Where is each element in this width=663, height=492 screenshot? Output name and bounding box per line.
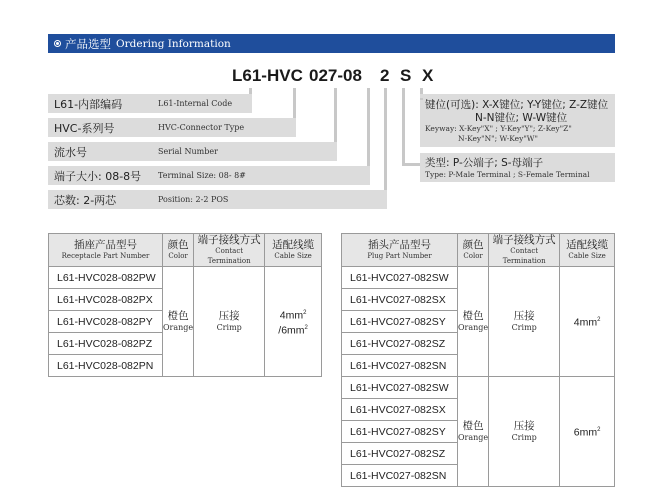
label-row-terminal-size [48, 166, 370, 185]
color-cell [458, 267, 489, 377]
header-title-cn: 产品选型 [65, 36, 111, 51]
cable-value-2 [265, 322, 321, 337]
type-box [420, 153, 615, 182]
receptacle-table [48, 233, 322, 377]
term-en: Crimp [216, 323, 242, 332]
part-number: L61-HVC027-082SZ [342, 333, 458, 355]
header-en: Color [168, 252, 188, 260]
part-number: L61-HVC027-082SX [342, 289, 458, 311]
label-row-internal-code [48, 94, 252, 113]
label-cn: 芯数: 2-两芯 [54, 193, 117, 207]
part-number: L61-HVC028-082PZ [49, 333, 163, 355]
code-part-position: 2 [380, 66, 390, 85]
keyway-line1: 键位(可选): X-X键位; Y-Y键位; Z-Z键位 [425, 99, 609, 111]
header-en: Contact Termination [207, 247, 251, 265]
header-en: Cable Size [274, 252, 312, 260]
keyway-box [420, 94, 615, 147]
cable-sup: 2 [304, 324, 308, 331]
label-cn: HVC-系列号 [54, 121, 115, 135]
header-part-number [342, 234, 458, 267]
label-cn: 端子大小: 08-8号 [54, 169, 142, 183]
plug-table [341, 233, 615, 487]
table-row [342, 377, 615, 399]
term-cn: 压接 [218, 310, 240, 322]
header-en: Contact Termination [502, 247, 546, 265]
cable-text: 4mm [279, 309, 304, 322]
termination-cell [194, 267, 265, 377]
header-en: Cable Size [568, 252, 606, 260]
color-en: Orange [163, 323, 194, 332]
term-en: Crimp [511, 433, 537, 442]
part-number: L61-HVC028-082PN [49, 355, 163, 377]
bullet-icon [54, 40, 61, 47]
table-header-row [342, 234, 615, 267]
part-number: L61-HVC027-082SN [342, 465, 458, 487]
color-cell [163, 267, 194, 377]
keyway-en1: Keyway: X-Key"X" ; Y-Key"Y"; Z-Key"Z" [425, 124, 572, 133]
cable-value [560, 424, 614, 439]
connector-line [384, 88, 387, 200]
label-en: Position: 2-2 POS [158, 195, 229, 204]
color-en: Orange [458, 433, 489, 442]
header-cn: 插头产品型号 [368, 239, 431, 251]
label-en: HVC-Connector Type [158, 123, 245, 132]
keyway-en2: N-Key"N"; W-Key"W" [458, 134, 538, 143]
header-part-number [49, 234, 163, 267]
color-cell [458, 377, 489, 487]
cable-text: 6mm [573, 426, 598, 439]
header-color [458, 234, 489, 267]
header-cn: 颜色 [462, 239, 484, 251]
code-part-type: S [400, 66, 412, 85]
connector-line [367, 88, 370, 176]
table-header-row [49, 234, 322, 267]
term-cn: 压接 [513, 420, 535, 432]
cable-text: 4mm [573, 316, 598, 329]
color-cn: 橙色 [462, 310, 484, 322]
cable-sup: 2 [597, 317, 601, 324]
part-number: L61-HVC027-082SY [342, 311, 458, 333]
header-en: Receptacle Part Number [61, 252, 150, 260]
table-row [49, 267, 322, 289]
label-cn: L61-内部编码 [54, 97, 123, 111]
code-part-prefix: L61-HVC [232, 66, 303, 85]
header-cn: 插座产品型号 [74, 239, 137, 251]
part-number: L61-HVC027-082SY [342, 421, 458, 443]
part-number: L61-HVC028-082PY [49, 311, 163, 333]
label-en: Terminal Size: 08- 8# [158, 171, 246, 180]
type-en: Type: P-Male Terminal ; S-Female Terminal [425, 170, 590, 179]
header-termination [489, 234, 560, 267]
cable-value-1 [265, 307, 321, 322]
color-cn: 橙色 [167, 310, 189, 322]
label-row-serial [48, 142, 337, 161]
cable-value [560, 314, 614, 329]
header-en: Color [463, 252, 483, 260]
label-en: L61-Internal Code [158, 99, 233, 108]
part-number: L61-HVC027-082SW [342, 267, 458, 289]
label-row-position [48, 190, 387, 209]
term-en: Crimp [511, 323, 537, 332]
part-number: L61-HVC027-082SX [342, 399, 458, 421]
cable-sup: 2 [597, 427, 601, 434]
part-number: L61-HVC027-082SW [342, 377, 458, 399]
header-en: Plug Part Number [367, 252, 432, 260]
type-cn: 类型: P-公端子; S-母端子 [425, 157, 544, 169]
cable-cell [560, 377, 615, 487]
termination-cell [489, 267, 560, 377]
cable-text: /6mm [278, 324, 305, 336]
header-termination [194, 234, 265, 267]
header-cn: 颜色 [167, 239, 189, 251]
header-cable [560, 234, 615, 267]
connector-line [420, 98, 423, 100]
code-part-serial: 027-08 [309, 66, 362, 85]
part-number: L61-HVC027-082SN [342, 355, 458, 377]
term-cn: 压接 [513, 310, 535, 322]
label-en: Serial Number [158, 147, 218, 156]
header-cn: 端子接线方式 [197, 234, 261, 246]
header-color [163, 234, 194, 267]
cable-sup: 2 [303, 310, 307, 316]
header-title-en: Ordering Information [116, 37, 231, 50]
code-part-keyway: X [422, 66, 434, 85]
color-cn: 橙色 [462, 420, 484, 432]
part-number: L61-HVC028-082PW [49, 267, 163, 289]
cable-cell [560, 267, 615, 377]
section-header [48, 34, 615, 53]
header-cable [265, 234, 322, 267]
label-row-connector-type [48, 118, 296, 137]
table-row [342, 267, 615, 289]
keyway-line2: N-N键位; W-W键位 [475, 112, 568, 124]
connector-line [402, 163, 420, 166]
label-cn: 流水号 [54, 145, 87, 159]
color-en: Orange [458, 323, 489, 332]
header-cn: 适配线缆 [272, 239, 315, 251]
header-cn: 适配线缆 [566, 239, 609, 251]
part-number: L61-HVC028-082PX [49, 289, 163, 311]
connector-line [402, 88, 405, 166]
termination-cell [489, 377, 560, 487]
cable-cell [265, 267, 322, 377]
part-number: L61-HVC027-082SZ [342, 443, 458, 465]
header-cn: 端子接线方式 [492, 234, 556, 246]
